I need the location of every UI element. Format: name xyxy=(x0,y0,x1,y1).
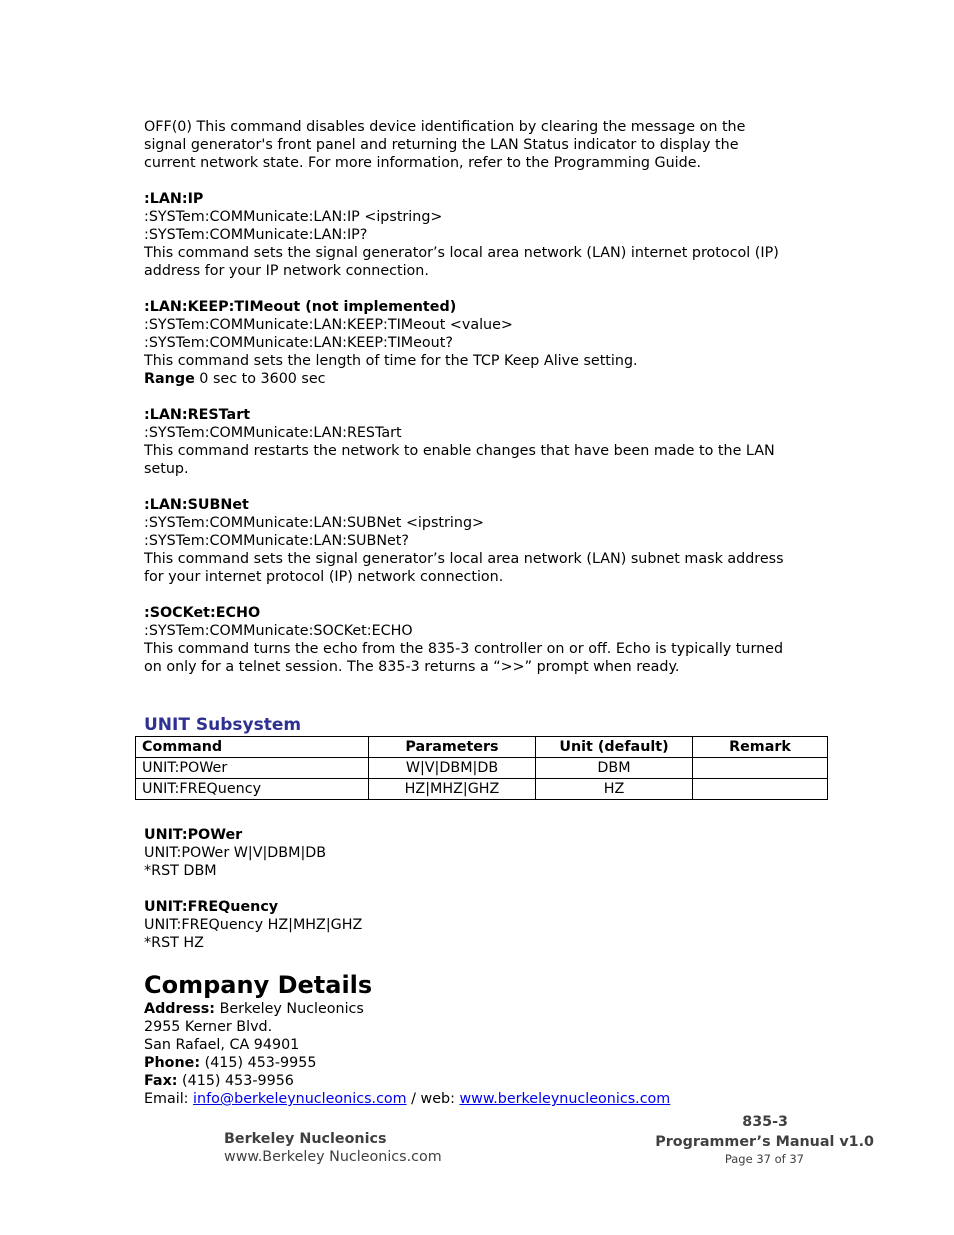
intro-line: OFF(0) This command disables device identification by clearing the message on the xyxy=(144,119,746,135)
command-lan-subnet xyxy=(144,496,824,586)
table-cell: W|V|DBM|DB xyxy=(369,758,536,779)
table-header-row xyxy=(136,737,828,758)
unit-command-table xyxy=(135,736,828,800)
table-cell: UNIT:POWer xyxy=(136,758,369,779)
table-row xyxy=(136,758,828,779)
table-cell: HZ|MHZ|GHZ xyxy=(369,779,536,800)
command-lan-restart xyxy=(144,406,824,478)
fax-value: (415) 453-9956 xyxy=(177,1073,294,1089)
command-line: :SYSTem:COMMunicate:LAN:IP? xyxy=(144,227,368,243)
command-line: :SYSTem:COMMunicate:LAN:KEEP:TIMeout? xyxy=(144,335,453,351)
command-line: address for your IP network connection. xyxy=(144,263,429,279)
command-line: :SYSTem:COMMunicate:LAN:RESTart xyxy=(144,425,402,441)
fax-line xyxy=(144,1072,824,1090)
command-heading: :LAN:RESTart xyxy=(144,407,251,423)
command-lan-keep-timeout xyxy=(144,298,824,388)
unit-subsystem-title: UNIT Subsystem xyxy=(144,715,302,735)
street-line: 2955 Kerner Blvd. xyxy=(144,1019,273,1035)
company-details xyxy=(144,1000,824,1108)
table-header-cell: Unit (default) xyxy=(536,737,693,758)
footer-company-name: Berkeley Nucleonics xyxy=(224,1131,387,1147)
command-line: :SYSTem:COMMunicate:LAN:IP <ipstring> xyxy=(144,209,443,225)
fax-label: Fax: xyxy=(144,1073,178,1089)
web-separator: / web: xyxy=(406,1091,460,1107)
range-label: Range xyxy=(144,371,195,387)
command-line: *RST HZ xyxy=(144,935,204,951)
table-header-cell: Command xyxy=(136,737,369,758)
command-line: UNIT:POWer W|V|DBM|DB xyxy=(144,845,327,861)
page-content xyxy=(144,118,824,1108)
command-line: This command sets the signal generator’s local area network (LAN) internet protocol (IP) xyxy=(144,245,779,261)
city-line: San Rafael, CA 94901 xyxy=(144,1037,300,1053)
intro-line: current network state. For more information, refer to the Programming Guide. xyxy=(144,155,702,171)
footer-company-url: www.Berkeley Nucleonics.com xyxy=(224,1149,442,1165)
table-cell: UNIT:FREQuency xyxy=(136,779,369,800)
table-header-cell: Remark xyxy=(693,737,828,758)
command-lan-ip xyxy=(144,190,824,280)
command-socket-echo xyxy=(144,604,824,676)
command-heading: :LAN:IP xyxy=(144,191,204,207)
phone-label: Phone: xyxy=(144,1055,201,1071)
command-line: for your internet protocol (IP) network connection. xyxy=(144,569,504,585)
footer-model: 835-3 xyxy=(742,1114,788,1130)
command-heading: :SOCKet:ECHO xyxy=(144,605,261,621)
table-cell: HZ xyxy=(536,779,693,800)
command-heading: UNIT:FREQuency xyxy=(144,899,279,915)
table-header-cell: Parameters xyxy=(369,737,536,758)
company-details-title: Company Details xyxy=(144,971,373,999)
command-line: setup. xyxy=(144,461,189,477)
command-heading: :LAN:KEEP:TIMeout (not implemented) xyxy=(144,299,457,315)
intro-paragraph xyxy=(144,118,824,172)
command-heading: :LAN:SUBNet xyxy=(144,497,249,513)
email-link[interactable]: info@berkeleynucleonics.com xyxy=(193,1091,407,1107)
table-cell xyxy=(693,758,828,779)
command-line: :SYSTem:COMMunicate:LAN:SUBNet? xyxy=(144,533,410,549)
command-line: This command sets the length of time for the TCP Keep Alive setting. xyxy=(144,353,638,369)
web-link[interactable]: www.berkeleynucleonics.com xyxy=(459,1091,671,1107)
command-line: :SYSTem:COMMunicate:LAN:SUBNet <ipstring> xyxy=(144,515,485,531)
command-line: *RST DBM xyxy=(144,863,217,879)
command-line: This command turns the echo from the 835-3 controller on or off. Echo is typically turned xyxy=(144,641,784,657)
range-value: 0 sec to 3600 sec xyxy=(194,371,326,387)
phone-value: (415) 453-9955 xyxy=(200,1055,317,1071)
contact-line xyxy=(144,1090,824,1108)
footer-page-number: Page 37 of 37 xyxy=(724,1152,804,1166)
unit-frequency-block xyxy=(144,898,824,952)
phone-line xyxy=(144,1054,824,1072)
table-cell: DBM xyxy=(536,758,693,779)
command-line: UNIT:FREQuency HZ|MHZ|GHZ xyxy=(144,917,363,933)
footer-company xyxy=(224,1130,442,1166)
intro-line: signal generator's front panel and returning the LAN Status indicator to display the xyxy=(144,137,739,153)
table-cell xyxy=(693,779,828,800)
command-heading: UNIT:POWer xyxy=(144,827,243,843)
table-row xyxy=(136,779,828,800)
footer-manual-title: Programmer’s Manual v1.0 xyxy=(655,1134,874,1150)
address-line xyxy=(144,1000,824,1018)
unit-power-block xyxy=(144,826,824,880)
command-line: This command restarts the network to enable changes that have been made to the LAN xyxy=(144,443,775,459)
footer-document-info xyxy=(655,1112,874,1166)
command-line: This command sets the signal generator’s local area network (LAN) subnet mask address xyxy=(144,551,784,567)
address-label: Address: xyxy=(144,1001,216,1017)
command-line: :SYSTem:COMMunicate:LAN:KEEP:TIMeout <value> xyxy=(144,317,513,333)
command-line: :SYSTem:COMMunicate:SOCKet:ECHO xyxy=(144,623,413,639)
address-name: Berkeley Nucleonics xyxy=(215,1001,364,1017)
email-label: Email: xyxy=(144,1091,194,1107)
range-line xyxy=(144,370,824,388)
command-line: on only for a telnet session. The 835-3 returns a “>>” prompt when ready. xyxy=(144,659,680,675)
